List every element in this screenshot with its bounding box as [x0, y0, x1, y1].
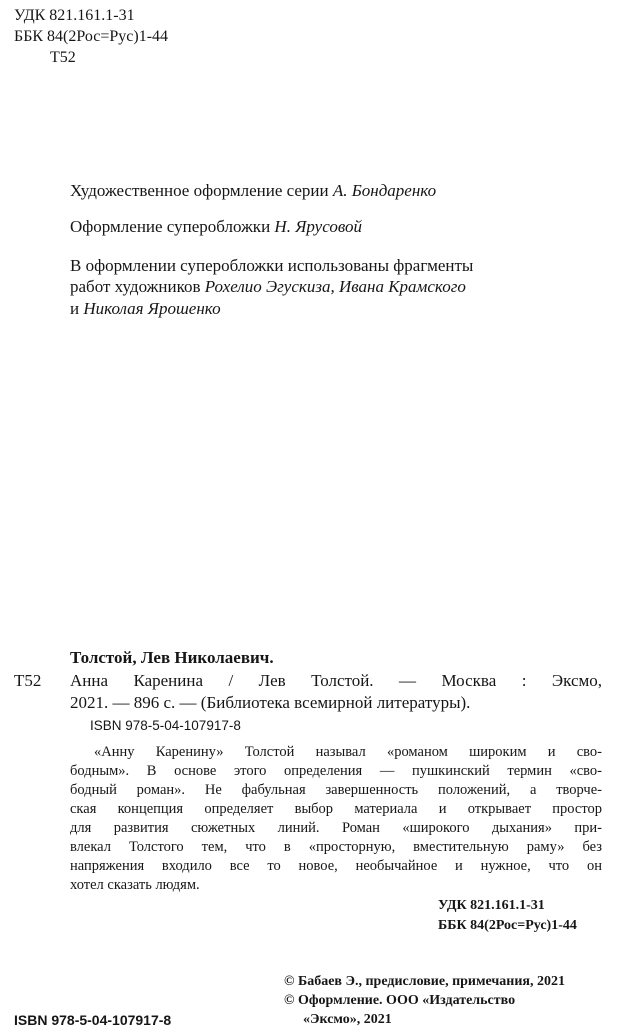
- jacket-design-name: Н. Ярусовой: [274, 217, 362, 236]
- series-design-label: Художественное оформление серии: [70, 181, 329, 200]
- catalog-udk: УДК 821.161.1-31: [438, 898, 545, 913]
- catalog-bbk: ББК 84(2Рос=Рус)1-44: [438, 918, 577, 933]
- fragments-line-2: [70, 275, 466, 299]
- series-design-name: А. Бондаренко: [332, 181, 437, 200]
- copyright-design-line-1: © Оформление. ООО «Издательство: [284, 993, 516, 1008]
- annotation-line: ская концепция определяет выбор материала и открывает простор: [70, 801, 602, 817]
- annotation-line: бодным». В основе этого определения — пушкинский термин «сво-: [70, 763, 602, 779]
- annotation-line: «Анну Каренину» Толстой называл «романом широким и сво-: [94, 744, 602, 760]
- jacket-design-credit: [70, 215, 362, 239]
- catalog-desc-line-2: 2021. — 896 с. — (Библиотека всемирной литературы).: [70, 693, 471, 712]
- annotation-line: для развития сюжетных линий. Роман «широкого дыхания» при-: [70, 820, 602, 836]
- copyright-preface: © Бабаев Э., предисловие, примечания, 2021: [284, 974, 565, 989]
- author-mark-top: Т52: [50, 49, 76, 66]
- fragments-label: работ художников: [70, 277, 201, 296]
- annotation-line: напряжения входило все то новое, необычайное и нужное, что он: [70, 858, 602, 874]
- annotation-line: бодный роман». Не фабульная завершенность положений, а творче-: [70, 782, 602, 798]
- fragments-names: Рохелио Эгускиза, Ивана Крамского: [204, 277, 466, 296]
- fragments-name-last: Николая Ярошенко: [83, 299, 221, 318]
- catalog-author-mark: Т52: [14, 671, 42, 690]
- catalog-annotation: [70, 743, 602, 895]
- bbk-code-top: ББК 84(2Рос=Рус)1-44: [14, 28, 169, 45]
- catalog-desc-line-1: Анна Каренина / Лев Толстой. — Москва : Эксмо,: [70, 671, 602, 690]
- annotation-line: влекал Толстого тем, что в «просторную, вместительную раму» без: [70, 839, 602, 855]
- fragments-line-1: В оформлении суперобложки использованы фрагменты: [70, 256, 474, 275]
- bottom-isbn: ISBN 978-5-04-107917-8: [14, 1012, 172, 1028]
- catalog-isbn: ISBN 978-5-04-107917-8: [90, 718, 241, 733]
- annotation-line: хотел сказать людям.: [70, 877, 200, 893]
- series-design-credit: [70, 179, 436, 203]
- fragments-line-3: [70, 297, 221, 321]
- copyright-design-line-2: «Эксмо», 2021: [303, 1012, 392, 1027]
- jacket-design-label: Оформление суперобложки: [70, 217, 271, 236]
- fragments-and: и: [70, 299, 80, 318]
- udk-code-top: УДК 821.161.1-31: [14, 7, 135, 24]
- catalog-author-heading: Толстой, Лев Николаевич.: [70, 648, 274, 667]
